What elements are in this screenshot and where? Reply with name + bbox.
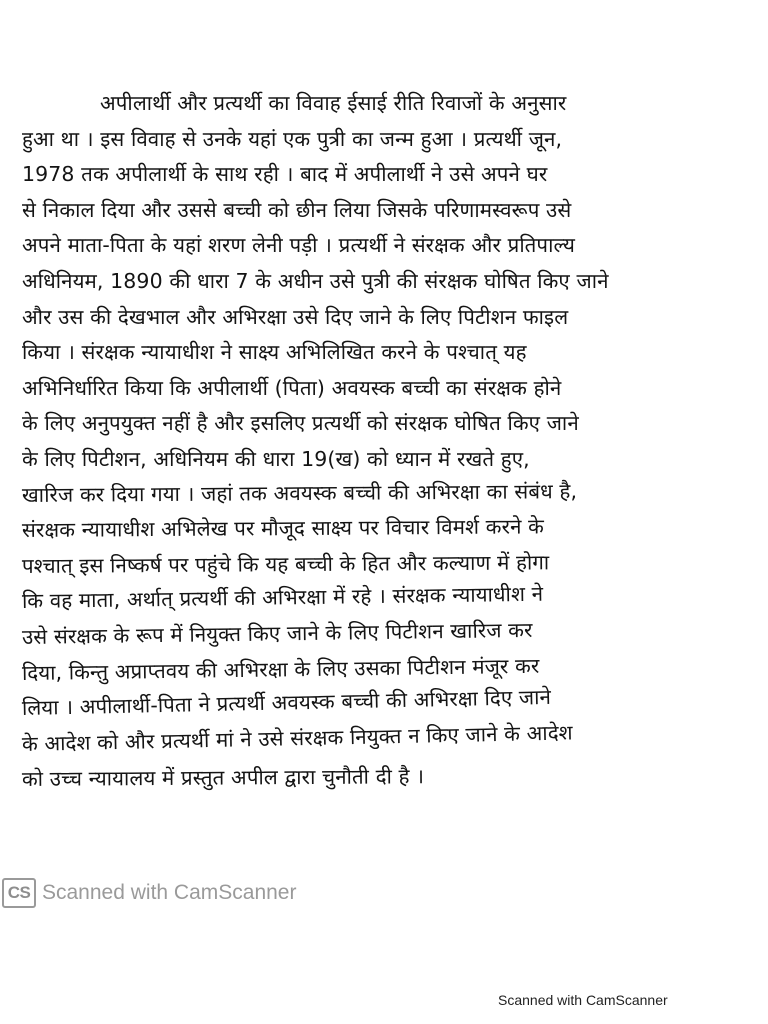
text-line: के आदेश को और प्रत्यर्थी मां ने उसे संरक्षक नियुक्त न किए जाने के आदेश [21,720,573,756]
text-line: अपने माता-पिता के यहां शरण लेनी पड़ी । प्रत्यर्थी ने संरक्षक और प्रतिपाल्य [22,233,575,258]
text-line: लिया । अपीलार्थी-पिता ने प्रत्यर्थी अवयस्क बच्ची की अभिरक्षा दिए जाने [21,685,552,721]
text-line: को उच्च न्यायालय में प्रस्तुत अपील द्वारा चुनौती दी है । [21,764,425,792]
text-line: कि वह माता, अर्थात् प्रत्यर्थी की अभिरक्षा में रहे । संरक्षक न्यायाधीश ने [21,582,544,614]
text-line: अभिनिर्धारित किया कि अपीलार्थी (पिता) अवयस्क बच्ची का संरक्षक होने [22,375,562,400]
text-line: उसे संरक्षक के रूप में नियुक्त किए जाने के लिए पिटीशन खारिज कर [21,617,533,649]
text-line: अपीलार्थी और प्रत्यर्थी का विवाह ईसाई रीति रिवाजों के अनुसार [100,91,567,115]
camscanner-logo-icon: CS [2,878,36,908]
text-line: के लिए पिटीशन, अधिनियम की धारा 19(ख) को ध्यान में रखते हुए, [22,446,530,471]
text-line: हुआ था । इस विवाह से उनके यहां एक पुत्री का जन्म हुआ । प्रत्यर्थी जून, [22,126,563,151]
text-line: के लिए अनुपयुक्त नहीं है और इसलिए प्रत्यर्थी को संरक्षक घोषित किए जाने [22,411,579,436]
text-line: दिया, किन्तु अप्राप्तवय की अभिरक्षा के लिए उसका पिटीशन मंजूर कर [21,653,540,685]
watermark-text: Scanned with CamScanner [42,881,297,904]
text-line: से निकाल दिया और उससे बच्ची को छीन लिया जिसके परिणामस्वरूप उसे [22,197,572,222]
text-line: संरक्षक न्यायाधीश अभिलेख पर मौजूद साक्ष्य पर विचार विमर्श करने के [21,514,545,543]
text-line: पश्चात् इस निष्कर्ष पर पहुंचे कि यह बच्ची के हित और कल्याण में होगा [21,550,550,578]
text-line: और उस की देखभाल और अभिरक्षा उसे दिए जाने के लिए पिटीशन फाइल [22,304,569,329]
document-body [22,86,752,798]
camscanner-watermark [2,876,296,910]
text-line: 1978 तक अपीलार्थी के साथ रही । बाद में अपीलार्थी ने उसे अपने घर [22,162,548,187]
text-line: किया । संरक्षक न्यायाधीश ने साक्ष्य अभिलिखित करने के पश्चात् यह [22,340,527,365]
text-line: खारिज कर दिया गया । जहां तक अवयस्क बच्ची की अभिरक्षा का संबंध है, [21,478,578,507]
text-line: अधिनियम, 1890 की धारा 7 के अधीन उसे पुत्री की संरक्षक घोषित किए जाने [22,268,609,293]
footer-scanned-text: Scanned with CamScanner [498,992,668,1008]
